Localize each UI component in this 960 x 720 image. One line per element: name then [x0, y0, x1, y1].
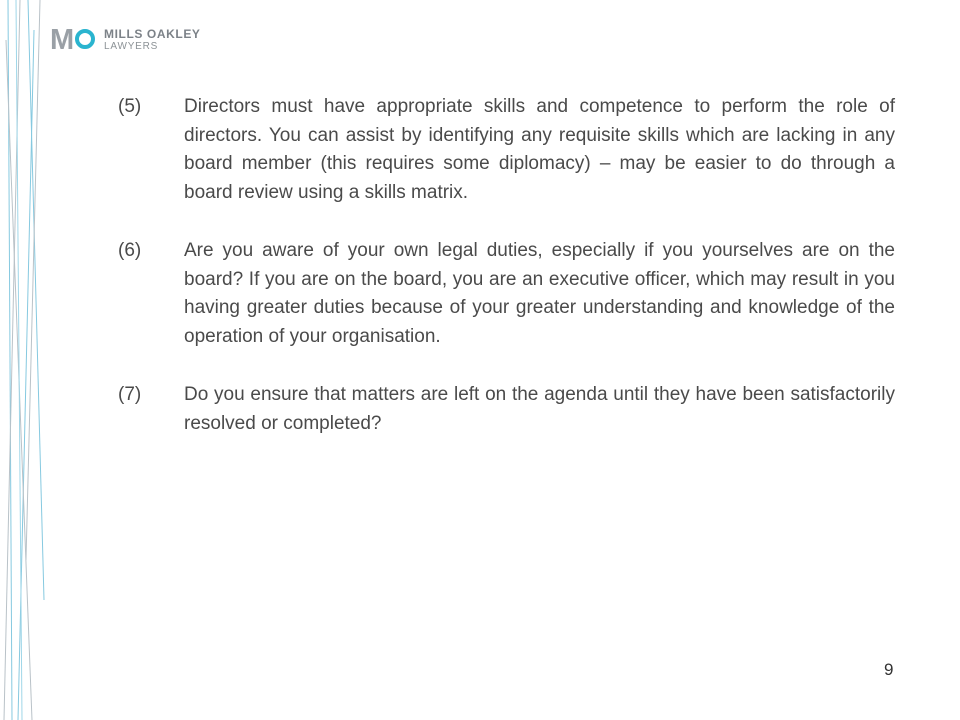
logo-wordmark: [104, 28, 201, 53]
list-item: [118, 93, 895, 207]
list-item: [118, 237, 895, 351]
decorative-line: [28, 0, 44, 600]
logo-letter-o-ring: [75, 29, 95, 49]
item-text: Are you aware of your own legal duties, especially if you yourselves are on the board? If you are on the board, you are an executive officer, which may result in you having greater duties because of your greater understanding and knowledge of the operation of your organisation.: [184, 240, 895, 347]
logo-letter-m: M: [50, 24, 74, 56]
mills-oakley-logo: [50, 24, 201, 56]
logo-name: MILLS OAKLEY: [104, 26, 201, 41]
decorative-line: [4, 0, 20, 720]
logo-subtitle: LAWYERS: [104, 40, 159, 52]
numbered-list: [118, 93, 895, 468]
item-text: Directors must have appropriate skills and competence to perform the role of directors. You can assist by identifying any requisite skills which are lacking in any board member (this requires some diplomacy) – may be easier to do through a board review using a skills matrix.: [184, 96, 895, 203]
page-number: 9: [884, 660, 894, 679]
item-text: Do you ensure that matters are left on the agenda until they have been satisfactorily resolved or completed?: [184, 384, 895, 434]
item-number: (7): [118, 384, 142, 405]
decorative-line: [18, 30, 34, 720]
decorative-lines: [0, 0, 60, 720]
decorative-line: [16, 0, 22, 720]
logo-mark: [50, 26, 98, 54]
list-item: [118, 381, 895, 438]
item-number: (5): [118, 96, 142, 117]
item-number: (6): [118, 240, 142, 261]
